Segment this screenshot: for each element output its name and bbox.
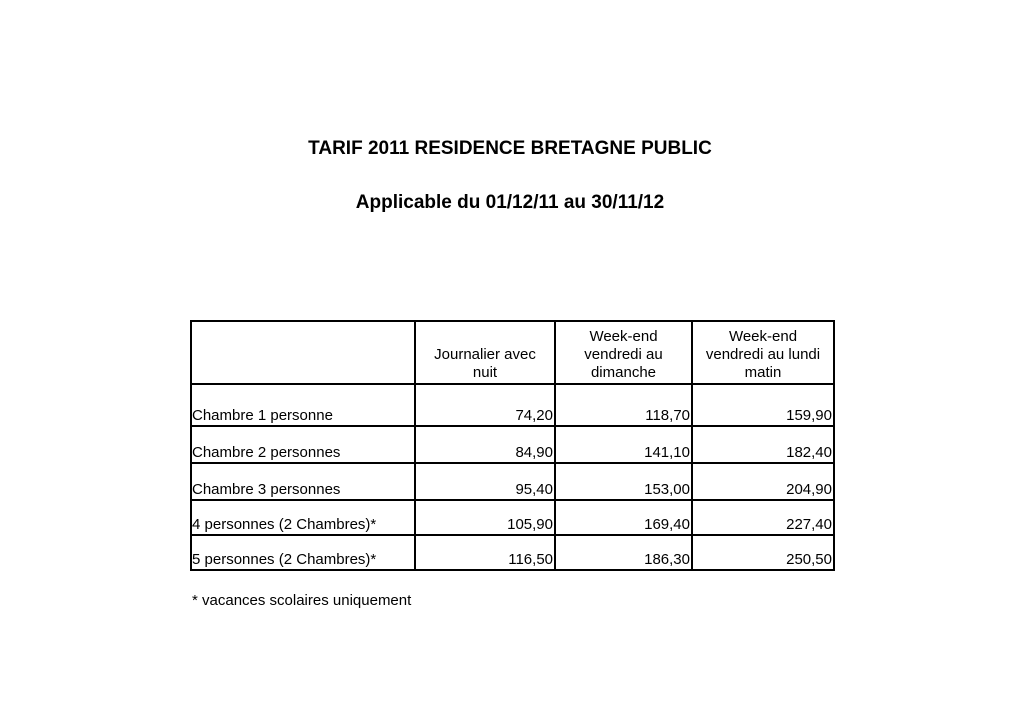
table-row [191, 535, 834, 570]
table-row [191, 463, 834, 500]
price-cell: 159,90 [692, 384, 834, 426]
header-line: vendredi au lundi [705, 346, 821, 363]
price-cell: 84,90 [415, 426, 555, 463]
header-daily-with-night [415, 321, 555, 384]
table-row [191, 426, 834, 463]
tariff-table [190, 320, 835, 571]
document-title: TARIF 2011 RESIDENCE BRETAGNE PUBLIC [308, 138, 712, 159]
header-line: nuit [472, 364, 498, 381]
table-row [191, 384, 834, 426]
price-cell: 204,90 [692, 463, 834, 500]
header-line: dimanche [590, 364, 657, 381]
footnote: * vacances scolaires uniquement [192, 592, 412, 609]
table-header-row [191, 321, 834, 384]
price-cell: 141,10 [555, 426, 692, 463]
price-cell: 182,40 [692, 426, 834, 463]
price-cell: 250,50 [692, 535, 834, 570]
row-label: Chambre 2 personnes [191, 426, 415, 463]
price-cell: 227,40 [692, 500, 834, 535]
row-label: 5 personnes (2 Chambres)* [191, 535, 415, 570]
header-weekend-friday-sunday [555, 321, 692, 384]
price-cell: 116,50 [415, 535, 555, 570]
header-line: Journalier avec [434, 346, 536, 363]
header-line: matin [744, 364, 782, 381]
header-weekend-friday-monday [692, 321, 834, 384]
row-label: 4 personnes (2 Chambres)* [191, 500, 415, 535]
header-blank-cell [191, 321, 415, 384]
price-cell: 169,40 [555, 500, 692, 535]
header-line: Week-end [589, 328, 658, 345]
price-cell: 153,00 [555, 463, 692, 500]
table-row [191, 500, 834, 535]
row-label: Chambre 3 personnes [191, 463, 415, 500]
price-cell: 74,20 [415, 384, 555, 426]
price-cell: 118,70 [555, 384, 692, 426]
price-cell: 95,40 [415, 463, 555, 500]
price-cell: 186,30 [555, 535, 692, 570]
document-subtitle: Applicable du 01/12/11 au 30/11/12 [355, 192, 665, 213]
row-label: Chambre 1 personne [191, 384, 415, 426]
price-cell: 105,90 [415, 500, 555, 535]
header-line: vendredi au [584, 346, 663, 363]
header-line: Week-end [728, 328, 798, 345]
